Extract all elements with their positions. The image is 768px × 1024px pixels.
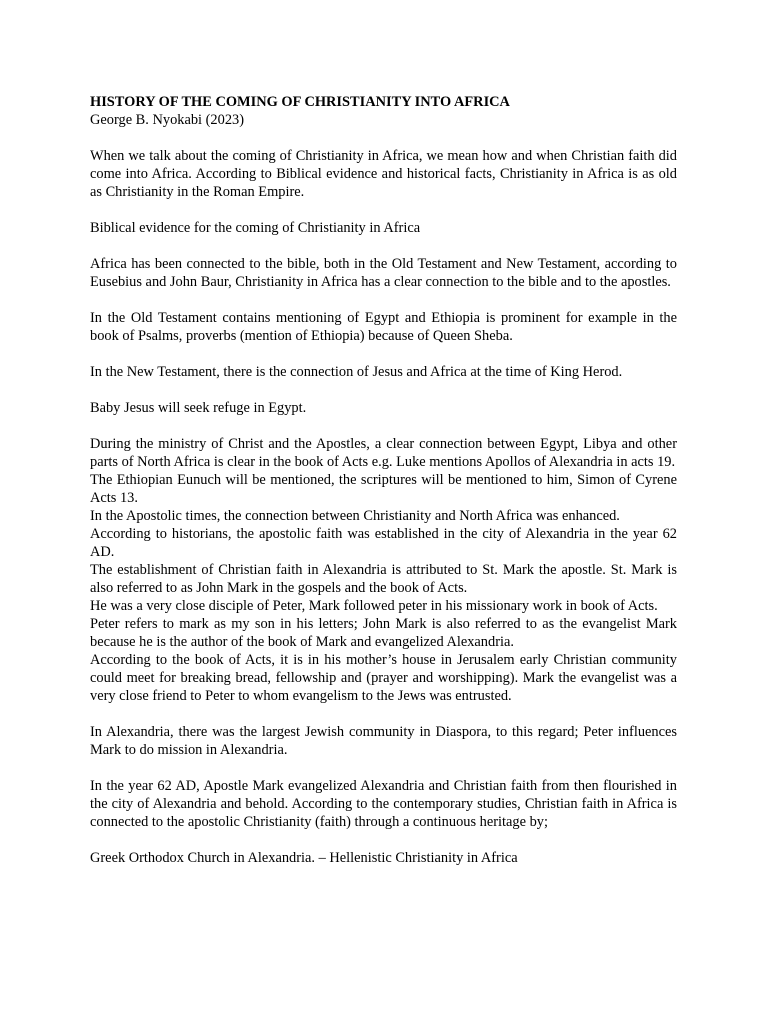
paragraph-year-62: In the year 62 AD, Apostle Mark evangelized Alexandria and Christian faith from then flourished in the city of Alexandria and behold. According to the contemporary studies, Christian faith in Africa is connected to the apostolic Christianity (faith) through a continuous heritage by; <box>90 778 677 830</box>
document-author: George B. Nyokabi (2023) <box>90 112 245 128</box>
paragraph-greek-orthodox: Greek Orthodox Church in Alexandria. – Hellenistic Christianity in Africa <box>90 850 518 866</box>
document-title: HISTORY OF THE COMING OF CHRISTIANITY INTO AFRICA <box>90 94 510 110</box>
paragraph-book-of-acts: According to the book of Acts, it is in his mother’s house in Jerusalem early Christian community could meet for breaking bread, fellowship and (prayer and worshipping). Mark the evangelist was a very close friend to Peter to whom evangelism to the Jews was entrusted. <box>90 652 677 704</box>
paragraph-disciple-of-peter: He was a very close disciple of Peter, Mark followed peter in his missionary work in book of Acts. <box>90 598 658 614</box>
paragraph-apostolic-times: In the Apostolic times, the connection between Christianity and North Africa was enhanced. <box>90 508 620 524</box>
paragraph-baby-jesus: Baby Jesus will seek refuge in Egypt. <box>90 400 307 416</box>
section-heading-biblical-evidence: Biblical evidence for the coming of Christianity in Africa <box>90 220 421 236</box>
paragraph-jewish-community: In Alexandria, there was the largest Jewish community in Diaspora, to this regard; Peter influences Mark to do mission in Alexandria. <box>90 724 677 758</box>
document-page <box>90 93 677 867</box>
paragraph-peter-refers: Peter refers to mark as my son in his letters; John Mark is also referred to as the evangelist Mark because he is the author of the book of Mark and evangelized Alexandria. <box>90 616 677 650</box>
paragraph-old-testament: In the Old Testament contains mentioning of Egypt and Ethiopia is prominent for example in the book of Psalms, proverbs (mention of Ethiopia) because of Queen Sheba. <box>90 310 677 344</box>
paragraph-intro: When we talk about the coming of Christianity in Africa, we mean how and when Christian faith did come into Africa. According to Biblical evidence and historical facts, Christianity in Africa is as old as Christianity in the Roman Empire. <box>90 148 677 200</box>
paragraph-ministry: During the ministry of Christ and the Apostles, a clear connection between Egypt, Libya and other parts of North Africa is clear in the book of Acts e.g. Luke mentions Apollos of Alexandria in acts 19. <box>90 436 677 470</box>
paragraph-historians: According to historians, the apostolic faith was established in the city of Alexandria in the year 62 AD. <box>90 526 677 560</box>
paragraph-st-mark: The establishment of Christian faith in Alexandria is attributed to St. Mark the apostle. St. Mark is also referred to as John Mark in the gospels and the book of Acts. <box>90 562 677 596</box>
paragraph-new-testament: In the New Testament, there is the connection of Jesus and Africa at the time of King Herod. <box>90 364 623 380</box>
paragraph-bible-connection: Africa has been connected to the bible, both in the Old Testament and New Testament, according to Eusebius and John Baur, Christianity in Africa has a clear connection to the bible and to the apostles. <box>90 256 677 290</box>
paragraph-ethiopian-eunuch: The Ethiopian Eunuch will be mentioned, the scriptures will be mentioned to him, Simon of Cyrene Acts 13. <box>90 472 677 506</box>
